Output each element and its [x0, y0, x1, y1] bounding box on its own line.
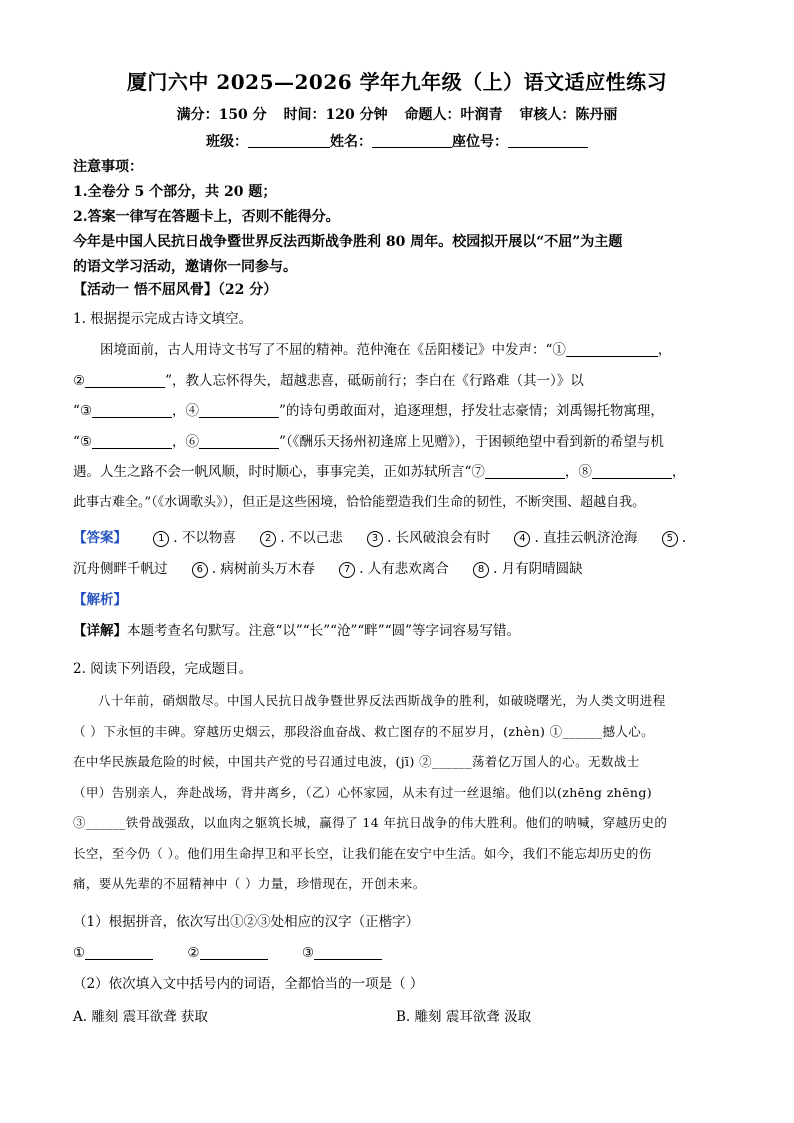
- hanzi-blank-2[interactable]: [200, 945, 268, 960]
- meta-time: 时间：120 分钟: [283, 107, 388, 123]
- seat-label: 座位号：: [452, 134, 508, 150]
- passage-line: （甲）告别亲人，奔赴战场，背井离乡，（乙）心怀家园，从未有过一丝退缩。他们以(zhēng zhēng): [73, 784, 653, 800]
- option-a[interactable]: A. 雕刻 震耳欲聋 获取: [73, 1009, 208, 1025]
- detail-tag: 【详解】: [73, 623, 127, 639]
- class-label: 班级：: [206, 134, 248, 150]
- class-field[interactable]: [248, 133, 330, 148]
- answer-item: 3 . 长风破浪会有时: [367, 526, 490, 547]
- detail-line: [73, 619, 733, 639]
- passage-line: ③______铁骨战强敌，以血肉之躯筑长城，赢得了 14 年抗日战争的伟大胜利。他们的呐喊，穿越历史的: [73, 815, 668, 830]
- hanzi-blank-1[interactable]: [85, 945, 153, 960]
- passage-line: 八十年前，硝烟散尽。中国人民抗日战争暨世界反法西斯战争的胜利，如破晓曙光，为人类文明进程: [98, 693, 666, 708]
- answer-item: 6 . 病树前头万木春: [192, 557, 315, 578]
- meta-score: 满分：150 分: [176, 107, 267, 123]
- q1-para: 困境面前，古人用诗文书写了不屈的精神。范仲淹在《岳阳楼记》中发声：“① ， ② ”，教人忘怀得失，超越悲喜，砥砺前行；李白在《行路难（其一）》以 “③ ，④ ”的诗句勇敢面对，追逐理想，抒发壮志豪情；刘禹锡托物寓理， “⑤ ，⑥ ”（《酬乐天扬州初逢席上见赠》），于困顿绝望中看到新的希望与机 遇。人生之路不会一帆风顺，时时顺心，事事完美，正如苏轼所言“⑦ ，⑧ ， 此事古难全。”（《水调歌头》），但正是这些困境，恰恰能塑造我们生命的韧性，不断突围、超越自我。: [73, 342, 686, 510]
- blank-4[interactable]: [199, 403, 279, 418]
- answer-tag: 【答案】: [73, 530, 127, 546]
- blank-5[interactable]: [92, 434, 172, 449]
- blank-7[interactable]: [485, 464, 565, 479]
- meta-author: 命题人：叶润青: [404, 107, 503, 123]
- activity-heading: 【活动一 悟不屈风骨】（22 分）: [73, 282, 278, 298]
- intro-line-1: 今年是中国人民抗日战争暨世界反法西斯战争胜利 80 周年。校园拟开展以“不屈”为主题: [73, 234, 623, 250]
- blank-8[interactable]: [592, 464, 672, 479]
- exam-meta: [0, 104, 794, 124]
- hanzi-blank-3[interactable]: [314, 945, 382, 960]
- name-field[interactable]: [372, 133, 452, 148]
- question-2-stem: 2. 阅读下列语段，完成题目。: [73, 661, 253, 677]
- answer-item: 沉舟侧畔千帆过: [73, 561, 168, 577]
- answer-line-1: [73, 526, 733, 547]
- answer-item: 1 . 不以物喜: [153, 526, 236, 547]
- analysis-tag: 【解析】: [73, 592, 127, 608]
- page-title: 厦门六中 2025—2026 学年九年级（上）语文适应性练习: [126, 70, 668, 94]
- answer-item: 5 .: [662, 530, 686, 547]
- sub-question-1: （1）根据拼音，依次写出①②③处相应的汉字（正楷字）: [73, 914, 420, 930]
- meta-reviewer: 审核人：陈丹丽: [519, 107, 618, 123]
- answer-item: 7 . 人有悲欢离合: [339, 557, 449, 578]
- sub-question-2: （2）依次填入文中括号内的词语，全都恰当的一项是（ ）: [73, 976, 424, 992]
- option-b[interactable]: B. 雕刻 震耳欲聋 汲取: [396, 1009, 532, 1025]
- answer-item: 4 . 直挂云帆济沧海: [514, 526, 637, 547]
- notes-heading: 注意事项：: [73, 159, 143, 175]
- blank-1[interactable]: [566, 342, 658, 357]
- name-label: 姓名：: [330, 134, 372, 150]
- answer-line-2: [73, 557, 733, 578]
- blank-6[interactable]: [199, 434, 279, 449]
- question-1-stem: 1. 根据提示完成古诗文填空。: [73, 311, 253, 327]
- passage-line: 痛，要从先辈的不屈精神中（ ）力量，珍惜现在，开创未来。: [73, 876, 426, 891]
- passage-line: 长空，至今仍（ ）。他们用生命捍卫和平长空，让我们能在安宁中生活。如今，我们不能忘却历史的伤: [73, 845, 652, 861]
- passage-line: 在中华民族最危险的时候，中国共产党的号召通过电波，(jī) ②______荡着亿万国人的心。无数战士: [73, 754, 640, 769]
- passage-line: （ ）下永恒的丰碑。穿越历史烟云，那段浴血奋战、救亡图存的不屈岁月，(zhèn) ①______撼人心。: [73, 723, 655, 739]
- blank-2[interactable]: [85, 373, 165, 388]
- notes-item-1: 1.全卷分 5 个部分，共 20 题；: [73, 184, 277, 200]
- intro-line-2: 的语文学习活动，邀请你一同参与。: [73, 259, 297, 275]
- analysis-line: [73, 588, 733, 608]
- sub-question-1-blanks: ① ② ③: [73, 938, 723, 969]
- detail-text: 本题考查名句默写。注意“以”“长”“沧”“畔”“圆”等字词容易写错。: [127, 623, 521, 639]
- seat-field[interactable]: [508, 133, 588, 148]
- answer-item: 2 . 不以己悲: [260, 526, 343, 547]
- answer-item: 8 . 月有阴晴圆缺: [473, 557, 583, 578]
- q2-passage: [73, 686, 723, 900]
- blank-3[interactable]: [92, 403, 172, 418]
- student-info-line: [0, 131, 794, 151]
- notes-item-2: 2.答案一律写在答题卡上，否则不能得分。: [73, 209, 340, 225]
